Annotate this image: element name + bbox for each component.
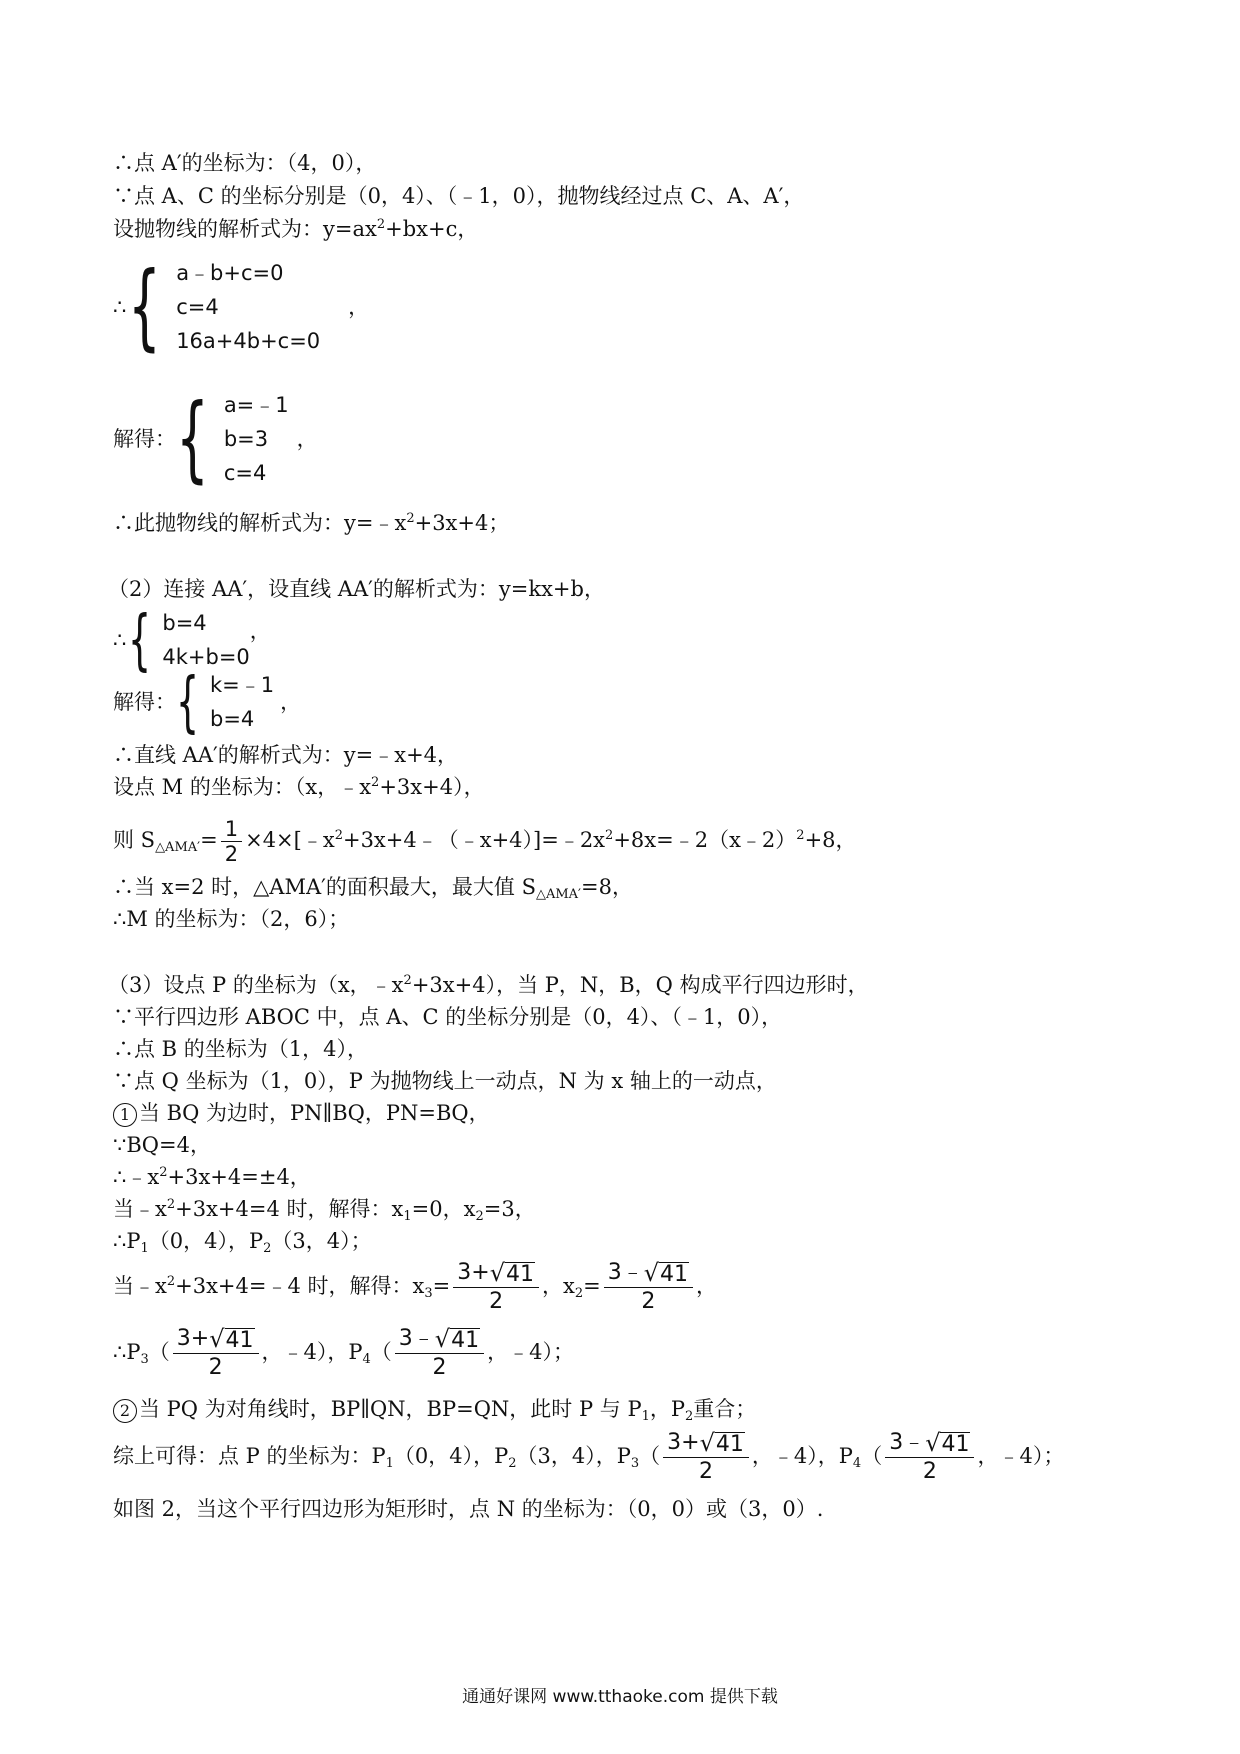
text-line: ∴点 A′的坐标为：（4，0）， (113, 151, 377, 175)
fraction: 3﹣ √ 41 2 (885, 1429, 974, 1486)
text-line: 当$﹣x^2+3x+4=4$ 时，解得：$x_1=0$，$x_2=3$， (113, 1197, 536, 1224)
text-line: （2）连接 AA′，设直线 AA′的解析式为：y=kx+b， (108, 577, 605, 601)
equation: a﹣b+c=0 (176, 261, 284, 285)
fraction: 3+ √ 41 2 (453, 1259, 539, 1316)
fraction: 3+ √ 41 2 (663, 1429, 749, 1486)
text-line: $\therefore﹣x^2+3x+4=\pm 4$， (113, 1165, 311, 1189)
text-line: ∴当 x=2 时，△AMA′的面积最大，最大值 $S_{\triangle AMA'}=8$， (113, 875, 633, 902)
points-line: $\therefore P_3$（ 3+ √ 41 2 ，﹣4），$P_4$（ 3﹣ √ 41 2 ，﹣4）； (113, 1325, 574, 1380)
equation: b=4 (210, 707, 255, 731)
brace-icon: { (176, 384, 209, 493)
equation: 16a+4b+c=0 (176, 329, 321, 353)
text-line: ∴点 B 的坐标为（1，4）， (113, 1037, 369, 1061)
text-line: ∵点 Q 坐标为（1，0），P 为抛物线上一动点，N 为 x 轴上的一动点， (113, 1069, 777, 1093)
text-line: ∴此抛物线的解析式为：$y=﹣x^2+3x+4$； (113, 511, 510, 535)
solution-system-1: 解得： { a=﹣1 b=3 c=4 ， (113, 384, 318, 493)
circled-number: 2 (113, 1399, 137, 1423)
brace-icon: { (128, 252, 162, 361)
fraction: 3﹣ √ 41 2 (604, 1259, 693, 1316)
equation-system-1: ∴ { a﹣b+c=0 c=4 16a+4b+c=0 ， (113, 252, 370, 361)
text-line: 如图 2，当这个平行四边形为矩形时，点 N 的坐标为：（0，0）或（3，0）. (113, 1497, 824, 1521)
text-line: 设点 M 的坐标为：（x，$﹣x^2+3x+4$）， (113, 775, 485, 799)
roots-line: 当$﹣x^2+3x+4=﹣4$ 时，解得：$x_3=$ 3+ √ 41 2 ，$x_2=$ 3﹣ √ 41 2 ， (113, 1259, 718, 1314)
equation: 4k+b=0 (162, 645, 250, 669)
text-line: 设抛物线的解析式为：$y=ax^2+bx+c$， (113, 217, 479, 241)
fraction: $\frac{1}{2}$ (221, 817, 242, 866)
equation: b=4 (162, 611, 207, 635)
text-line: ∵BQ=4， (113, 1133, 211, 1157)
text-line: （3）设点 P 的坐标为（x，$﹣x^2+3x+4$），当 P，N，B，Q 构成平行四边形时， (108, 973, 869, 997)
equation: k=﹣1 (210, 673, 275, 697)
text-line: ∵点 A、C 的坐标分别是（0，4）、（﹣1，0），抛物线经过点 C、A、A′， (113, 184, 805, 208)
text-line: ∴直线 AA′的解析式为：y=﹣x+4， (113, 743, 459, 767)
equation: a=﹣1 (223, 393, 289, 417)
brace-icon: { (128, 601, 152, 678)
brace-icon: { (176, 663, 200, 740)
page-footer: 通通好课网 www.tthaoke.com 提供下载 (462, 1687, 778, 1707)
fraction: 3+ √ 41 2 (173, 1325, 259, 1382)
equation: c=4 (223, 461, 267, 485)
text-line: $\therefore P_1(0$，4），$P_2(3$，4）； (113, 1229, 372, 1256)
text-line: ∵平行四边形 ABOC 中，点 A、C 的坐标分别是（0，4）、（﹣1，0）， (113, 1005, 783, 1029)
equation: b=3 (223, 427, 269, 451)
text-line: 2 当 PQ 为对角线时，BP∥QN，BP=QN，此时 P 与 $P_1$，$P_2$重合； (113, 1394, 756, 1424)
area-formula-line: 则 $S_{\triangle AMA'}=$ $\frac{1}{2}$ $\times 4\times[﹣x^2+3x+4﹣(﹣x+4)]=﹣2x^2+8x=﹣2(x﹣2)^2+8$， (113, 817, 857, 866)
text-line: ∴M 的坐标为：（2，6）； (113, 907, 350, 931)
solution-system-2: 解得： { k=﹣1 b=4 ， (113, 663, 302, 740)
equation-system-2: ∴ { b=4 4k+b=0 ， (113, 601, 271, 678)
equation: c=4 (176, 295, 219, 319)
text-line: 1 当 BQ 为边时，PN∥BQ，PN=BQ， (113, 1098, 490, 1128)
summary-line: 综上可得：点 P 的坐标为：$P_1(0$，4），$P_2(3$，4），$P_3$（ 3+ √ 41 2 ，﹣4），$P_4$（ 3﹣ √ 41 2 ，﹣4）； (113, 1429, 1065, 1484)
circled-number: 1 (113, 1103, 137, 1127)
fraction: 3﹣ √ 41 2 (395, 1325, 484, 1382)
